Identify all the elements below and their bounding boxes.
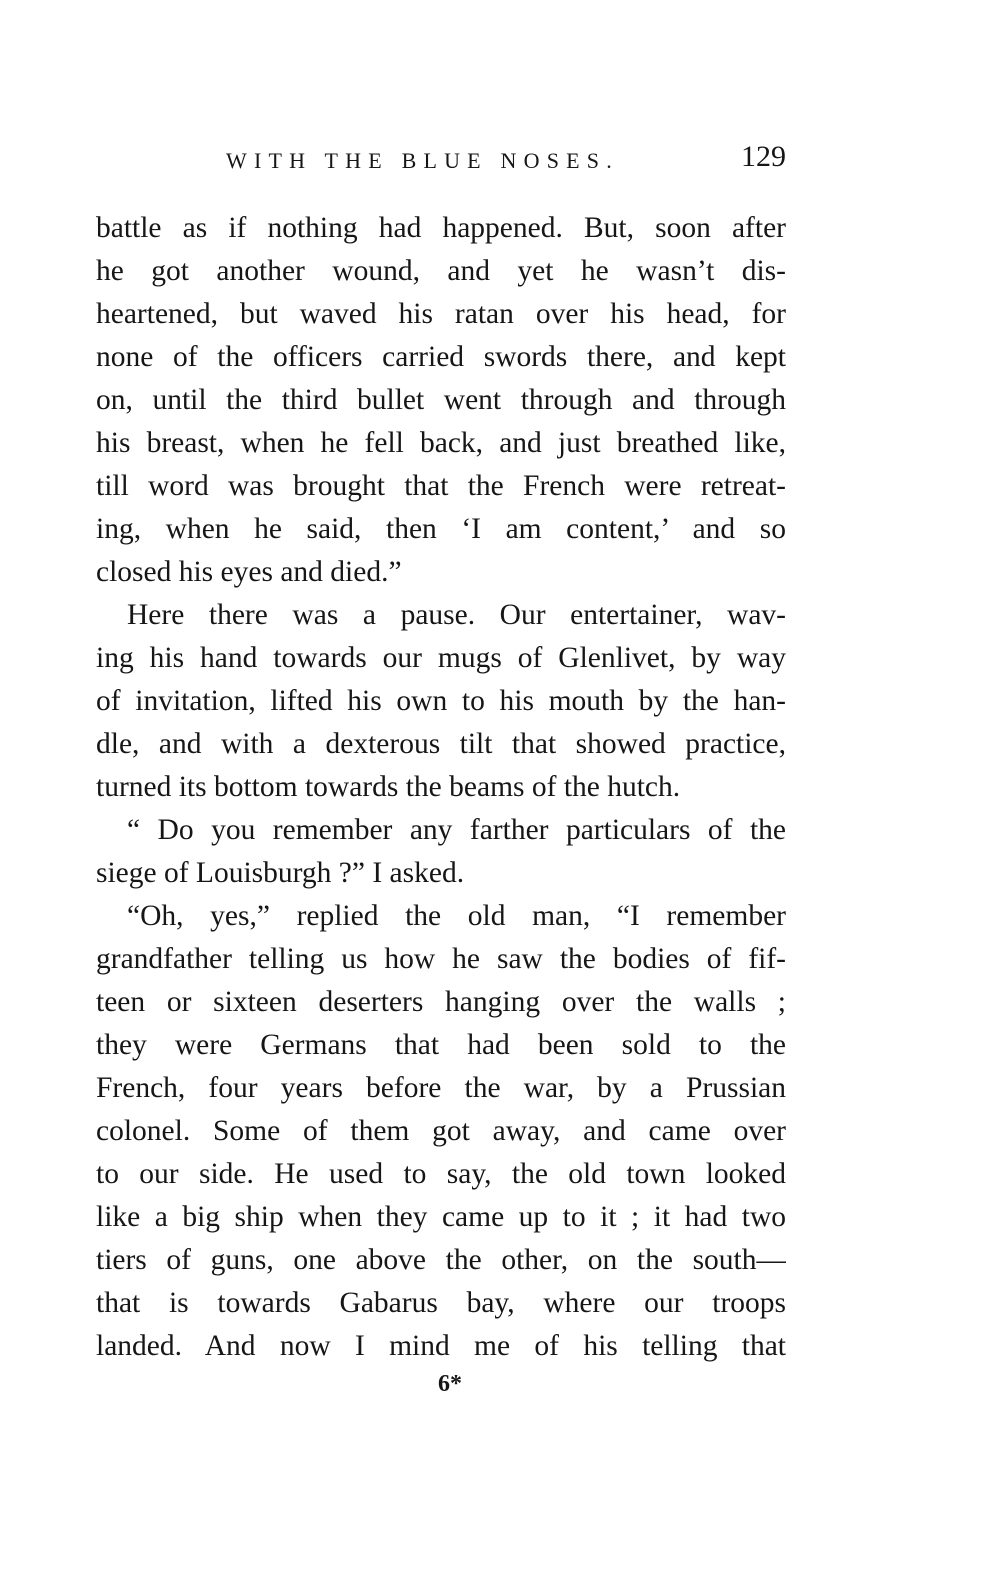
text-line: ing, when he said, then ‘I am content,’ and so — [96, 513, 786, 545]
body-text — [96, 207, 786, 1368]
text-line: dle, and with a dexterous tilt that showed practice, — [96, 728, 786, 760]
text-line: French, four years before the war, by a Prussian — [96, 1072, 786, 1104]
text-line: to our side. He used to say, the old town looked — [96, 1158, 786, 1190]
signature-mark: 6* — [438, 1371, 462, 1397]
text-line: turned its bottom towards the beams of the hutch. — [96, 771, 681, 803]
text-line: siege of Louisburgh ?” I asked. — [96, 857, 465, 889]
text-line: colonel. Some of them got away, and came over — [96, 1115, 786, 1147]
text-line: closed his eyes and died.” — [96, 556, 402, 588]
text-line: he got another wound, and yet he wasn’t dis- — [96, 255, 786, 287]
page-number: 129 — [741, 140, 786, 173]
text-line: of invitation, lifted his own to his mouth by the han- — [96, 685, 786, 717]
text-line: landed. And now I mind me of his telling that — [96, 1330, 786, 1362]
text-line: they were Germans that had been sold to the — [96, 1029, 786, 1061]
text-line: none of the officers carried swords there, and kept — [96, 341, 786, 373]
running-title: WITH THE BLUE NOSES. — [226, 148, 619, 173]
text-line: “ Do you remember any farther particulars of the — [127, 814, 786, 846]
text-line: ing his hand towards our mugs of Glenlivet, by way — [96, 642, 786, 674]
text-line: grandfather telling us how he saw the bodies of fif- — [96, 943, 786, 975]
text-line: tiers of guns, one above the other, on the south— — [96, 1244, 786, 1276]
text-line: on, until the third bullet went through and through — [96, 384, 786, 416]
text-line: that is towards Gabarus bay, where our troops — [96, 1287, 786, 1319]
text-line: like a big ship when they came up to it ; it had two — [96, 1201, 786, 1233]
text-line: heartened, but waved his ratan over his head, for — [96, 298, 786, 330]
text-line: Here there was a pause. Our entertainer, wav- — [127, 599, 786, 631]
running-head — [96, 140, 786, 188]
text-line: battle as if nothing had happened. But, soon after — [96, 212, 786, 244]
text-line: his breast, when he fell back, and just breathed like, — [96, 427, 786, 459]
text-line: teen or sixteen deserters hanging over the walls ; — [96, 986, 786, 1018]
text-line: “Oh, yes,” replied the old man, “I remember — [127, 900, 786, 932]
text-line: till word was brought that the French were retreat- — [96, 470, 786, 502]
